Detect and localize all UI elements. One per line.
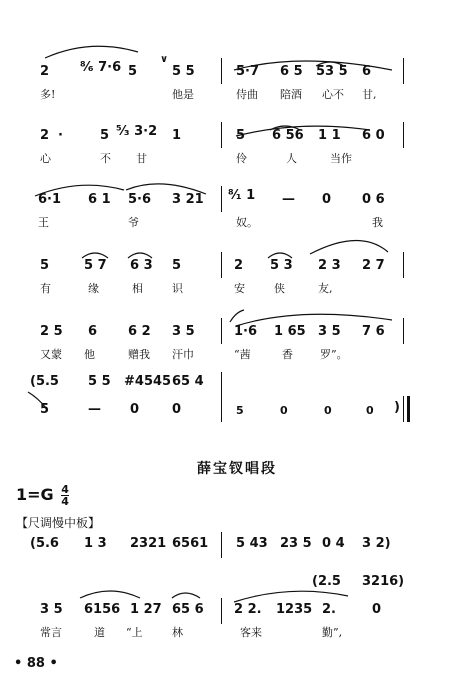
note: 0 bbox=[280, 404, 288, 417]
lyric: 识 bbox=[172, 282, 183, 295]
lyric: 汗巾 bbox=[172, 348, 194, 361]
note: (5.6 bbox=[30, 536, 59, 551]
lyric: 赠我 bbox=[128, 348, 150, 361]
note: 2. bbox=[322, 602, 336, 617]
time-bottom: 4 bbox=[61, 495, 69, 508]
note: 0 bbox=[324, 404, 332, 417]
note: ⁵⁄₃ 3·2 bbox=[116, 124, 158, 139]
lyric: 常言 bbox=[40, 626, 62, 639]
note: 5 bbox=[40, 258, 50, 273]
lyric: 道 bbox=[94, 626, 105, 639]
lyric: 心不 bbox=[322, 88, 344, 101]
note: 5 5 bbox=[88, 374, 111, 389]
note: 1 65 bbox=[274, 324, 306, 339]
note: 5 bbox=[128, 64, 138, 79]
key-label: 1=G bbox=[16, 485, 54, 504]
score-row-5 bbox=[0, 318, 474, 378]
lyric: 他 bbox=[84, 348, 95, 361]
note: 5 43 bbox=[236, 536, 268, 551]
note: 6 3 bbox=[130, 258, 153, 273]
note: 0 bbox=[372, 602, 382, 617]
note: 5 bbox=[172, 258, 182, 273]
lyric: 王 bbox=[38, 216, 49, 229]
note: #4545 bbox=[124, 374, 172, 389]
barline bbox=[221, 186, 222, 212]
note: · bbox=[58, 128, 63, 143]
lyric: 不 bbox=[100, 152, 111, 165]
note: 23 5 bbox=[280, 536, 312, 551]
note: 2321 bbox=[130, 536, 167, 551]
note: 2 7 bbox=[362, 258, 385, 273]
note: 6561 bbox=[172, 536, 209, 551]
barline bbox=[403, 318, 404, 344]
score-row-1 bbox=[0, 54, 474, 118]
lyric: 爷 bbox=[128, 216, 139, 229]
note: 1·6 bbox=[234, 324, 258, 339]
note: 0 bbox=[130, 402, 140, 417]
note: 5 bbox=[236, 404, 244, 417]
note: 2 2. bbox=[234, 602, 262, 617]
tempo-marking: 【尺调慢中板】 bbox=[16, 516, 101, 530]
closing-paren: ) bbox=[394, 400, 400, 415]
note: 5·6 bbox=[128, 192, 152, 207]
barline bbox=[221, 372, 222, 422]
lyric: 多! bbox=[40, 88, 56, 101]
lyric: 安 bbox=[234, 282, 245, 295]
note: 53 5 bbox=[316, 64, 348, 79]
note: 1 bbox=[172, 128, 182, 143]
melody-row bbox=[0, 598, 474, 658]
note: 5 bbox=[40, 402, 50, 417]
lyric: “茜 bbox=[234, 348, 251, 361]
barline bbox=[221, 532, 222, 558]
barline bbox=[403, 122, 404, 148]
note: 6 0 bbox=[362, 128, 385, 143]
barline bbox=[221, 318, 222, 344]
note: 6156 bbox=[84, 602, 121, 617]
barline bbox=[221, 252, 222, 278]
note: 3216) bbox=[362, 574, 405, 589]
lyric: 罗”。 bbox=[320, 348, 348, 361]
time-top: 4 bbox=[61, 483, 69, 496]
lyric: 伶 bbox=[236, 152, 247, 165]
note: 7 6 bbox=[362, 324, 385, 339]
final-barline-thick bbox=[407, 396, 410, 422]
key-signature bbox=[16, 484, 69, 507]
note: 1 27 bbox=[130, 602, 162, 617]
note: 3 5 bbox=[318, 324, 341, 339]
lyric: 甘 bbox=[136, 152, 147, 165]
lyric: 侍曲 bbox=[236, 88, 258, 101]
note: ⁸⁄₁ 1 bbox=[228, 188, 256, 203]
note: 0 bbox=[366, 404, 374, 417]
score-row-3 bbox=[0, 186, 474, 246]
note: 0 4 bbox=[322, 536, 345, 551]
note: 5 3 bbox=[270, 258, 293, 273]
barline bbox=[221, 58, 222, 84]
lyric: 有 bbox=[40, 282, 51, 295]
lyric: 侠 bbox=[274, 282, 285, 295]
page-number: • 88 • bbox=[14, 656, 58, 671]
lyric: 香 bbox=[282, 348, 293, 361]
breath-mark: ∨ bbox=[160, 54, 169, 65]
note: 65 6 bbox=[172, 602, 204, 617]
lyric: 心 bbox=[40, 152, 51, 165]
note: 3 5 bbox=[40, 602, 63, 617]
lyric: 奴。 bbox=[236, 216, 258, 229]
note: 5 bbox=[236, 128, 246, 143]
barline bbox=[403, 58, 404, 84]
note: 3 5 bbox=[172, 324, 195, 339]
note: 5 7 bbox=[84, 258, 107, 273]
note: 1 3 bbox=[84, 536, 107, 551]
note: 6·1 bbox=[38, 192, 62, 207]
lyric: 又蒙 bbox=[40, 348, 62, 361]
note: — bbox=[88, 402, 101, 417]
barline bbox=[221, 122, 222, 148]
note: 2 3 bbox=[318, 258, 341, 273]
lyric: 客来 bbox=[240, 626, 262, 639]
note: 6 bbox=[362, 64, 372, 79]
note: 2 bbox=[40, 64, 50, 79]
note: (2.5 bbox=[312, 574, 341, 589]
note: 6 5 bbox=[280, 64, 303, 79]
note: (5.5 bbox=[30, 374, 59, 389]
lyric: 人 bbox=[286, 152, 297, 165]
lyric: 甘, bbox=[362, 88, 377, 101]
lyric: 当作 bbox=[330, 152, 352, 165]
note: 0 bbox=[322, 192, 332, 207]
note: — bbox=[282, 192, 295, 207]
note: 0 bbox=[172, 402, 182, 417]
note: 6 56 bbox=[272, 128, 304, 143]
section-title: 薛宝钗唱段 bbox=[197, 461, 277, 477]
lyric: 友, bbox=[318, 282, 333, 295]
note: 1235 bbox=[276, 602, 313, 617]
note: 6 1 bbox=[88, 192, 111, 207]
note: 6 2 bbox=[128, 324, 151, 339]
time-signature bbox=[61, 484, 69, 507]
score-row-6 bbox=[0, 372, 474, 432]
barline bbox=[221, 598, 222, 624]
score-row-2 bbox=[0, 122, 474, 182]
note: 2 5 bbox=[40, 324, 63, 339]
note: 5 bbox=[100, 128, 110, 143]
lyric: 我 bbox=[372, 216, 383, 229]
note: 2 bbox=[40, 128, 50, 143]
note: ⁸⁄₆ 7·6 bbox=[80, 60, 122, 75]
note: 3 21 bbox=[172, 192, 204, 207]
lyric: 相 bbox=[132, 282, 143, 295]
final-barline-thin bbox=[403, 396, 404, 422]
note: 5·7 bbox=[236, 64, 260, 79]
lyric: “上 bbox=[126, 626, 143, 639]
note: 3 2) bbox=[362, 536, 391, 551]
note: 1 1 bbox=[318, 128, 341, 143]
note: 0 6 bbox=[362, 192, 385, 207]
barline bbox=[403, 252, 404, 278]
note: 2 bbox=[234, 258, 244, 273]
lyric: 勤”, bbox=[322, 626, 343, 639]
note: 6 bbox=[88, 324, 98, 339]
note: 65 4 bbox=[172, 374, 204, 389]
lyric: 陪酒 bbox=[280, 88, 302, 101]
score-row-4 bbox=[0, 252, 474, 312]
note: 5 5 bbox=[172, 64, 195, 79]
lyric: 林 bbox=[172, 626, 183, 639]
lyric: 他是 bbox=[172, 88, 194, 101]
lyric: 缘 bbox=[88, 282, 99, 295]
